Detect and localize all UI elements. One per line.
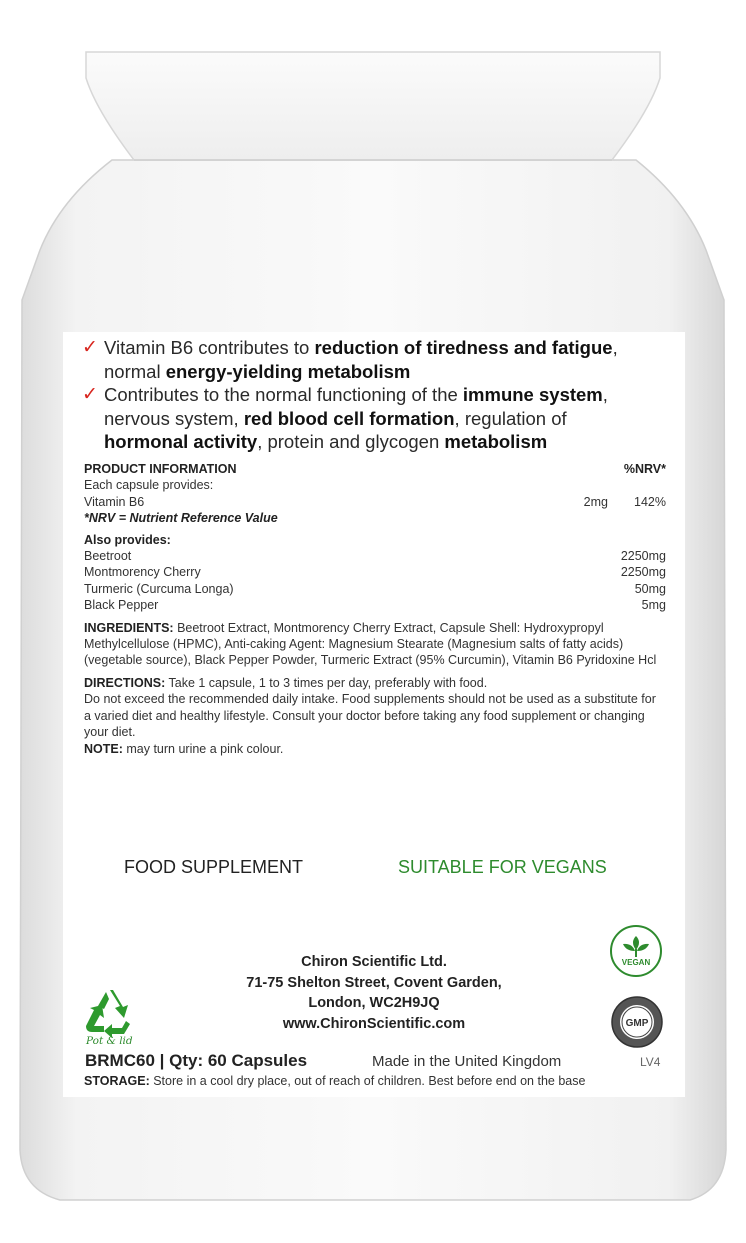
vegan-badge-icon (609, 924, 663, 978)
claim-text: , regulation of (454, 407, 567, 429)
also-provides-row (84, 548, 666, 564)
gmp-badge-text: GMP (625, 1018, 649, 1029)
food-supplement-label: FOOD SUPPLEMENT (124, 857, 304, 877)
warning-text: Do not exceed the recommended daily intake. Food supplements should not be used as a substitute for a varied diet and healthy lifestyle. Consult your doctor before taking any food supplement or changing your diet. (84, 692, 656, 740)
health-claims (82, 336, 682, 454)
also-provides-row (84, 597, 666, 613)
ingredient-name: Turmeric (Curcuma Longa) (84, 581, 234, 596)
claim-highlight: immune system (462, 384, 603, 405)
company-website: www.ChironScientific.com (282, 1015, 466, 1032)
claim-highlight: energy-yielding metabolism (165, 360, 411, 382)
nutrient-nrv: 142% (634, 494, 666, 509)
nutrient-amount: 2mg (583, 494, 608, 509)
ingredient-name: Beetroot (84, 549, 132, 564)
storage-text: Store in a cool dry place, out of reach of children. Best before end on the base (149, 1074, 586, 1088)
also-provides-row (84, 581, 666, 597)
directions (84, 675, 666, 691)
label-version: LV4 (640, 1055, 661, 1069)
claim-text: nervous system, (104, 407, 244, 429)
claim-vitamin-b6 (82, 336, 682, 383)
nutrient-name: Vitamin B6 (84, 494, 145, 509)
claim-text: normal (104, 360, 166, 382)
recycle-icon (84, 988, 136, 1038)
nrv-note: *NRV = Nutrient Reference Value (84, 511, 278, 526)
also-provides: Also provides: (84, 532, 171, 547)
company-address (214, 952, 534, 1034)
ingredient-amount: 50mg (634, 581, 666, 596)
ingredient-amount: 2250mg (620, 549, 666, 564)
vitamin-row (84, 494, 666, 510)
note-label: NOTE: (84, 741, 123, 756)
info-header: PRODUCT INFORMATION (84, 462, 237, 476)
vegan-badge-text: VEGAN (621, 958, 651, 967)
each-capsule: Each capsule provides: (84, 478, 214, 493)
made-in-label: Made in the United Kingdom (372, 1053, 562, 1070)
claim-text: Vitamin B6 contributes to (104, 337, 315, 358)
note-text: may turn urine a pink colour. (122, 741, 284, 756)
also-provides-list (84, 548, 666, 614)
product-code: BRMC60 | Qty: 60 Capsules (85, 1051, 308, 1070)
check-icon: ✓ (82, 337, 98, 358)
ingredients (84, 620, 666, 669)
note (84, 741, 666, 757)
product-information (84, 461, 666, 757)
claim-immune (82, 383, 682, 454)
gmp-badge-icon (610, 995, 664, 1049)
claim-highlight: reduction of tiredness and fatigue (314, 337, 613, 358)
check-icon: ✓ (82, 384, 98, 405)
storage-info (84, 1074, 674, 1088)
also-provides-row (84, 564, 666, 580)
ingredients-text: Beetroot Extract, Montmorency Cherry Extract, Capsule Shell: Hydroxypropyl Methylcellulose (HPMC), Anti-caking Agent: Magnesium Stearate (Magnesium salts of fatty acids) (vegetable source), Black Pepper Powder, Turmeric Extract (95% Curcumin), Vitamin B6 Pyridoxine Hcl (84, 620, 657, 668)
directions-text: Take 1 capsule, 1 to 3 times per day, preferably with food. (165, 675, 488, 690)
company-address-line: 71-75 Shelton Street, Covent Garden, (246, 974, 502, 991)
ingredient-name: Black Pepper (84, 598, 159, 613)
nrv-header: %NRV* (623, 462, 666, 476)
directions-label: DIRECTIONS: (84, 675, 166, 690)
company-address-line: London, WC2H9JQ (308, 995, 440, 1011)
suitable-for-vegans-label: SUITABLE FOR VEGANS (398, 857, 607, 877)
storage-label: STORAGE: (84, 1074, 150, 1088)
claim-text: , (612, 337, 618, 358)
company-name: Chiron Scientific Ltd. (301, 954, 447, 970)
claim-text: , (602, 384, 608, 405)
pot-lid-label: Pot & lid (86, 1035, 133, 1047)
claim-text: Contributes to the normal functioning of the (104, 384, 463, 405)
ingredient-name: Montmorency Cherry (84, 565, 201, 580)
claim-text: , protein and glycogen (257, 431, 445, 452)
ingredients-label: INGREDIENTS: (84, 620, 174, 635)
ingredient-amount: 2250mg (620, 565, 666, 580)
claim-highlight: red blood cell formation (243, 407, 455, 429)
claim-highlight: hormonal activity (104, 431, 258, 452)
claim-highlight: metabolism (444, 431, 548, 452)
ingredient-amount: 5mg (641, 598, 666, 613)
